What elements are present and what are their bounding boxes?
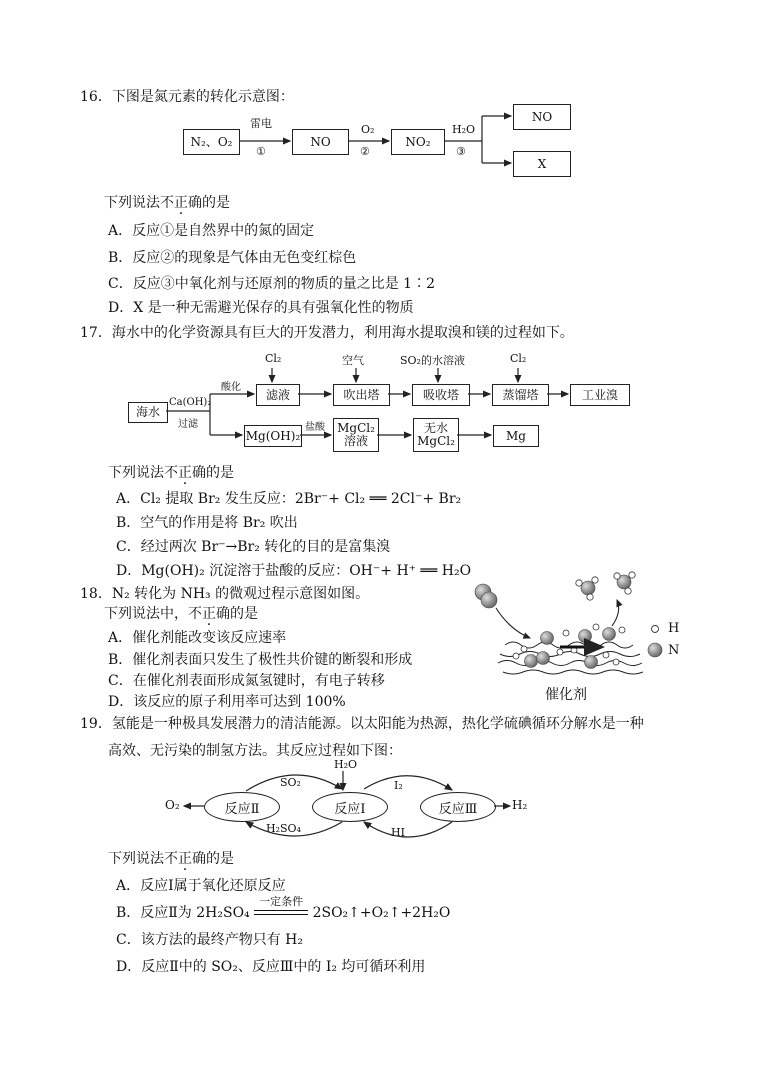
q19-option-b <box>116 895 451 922</box>
q17-box-absorb: 吸收塔 <box>412 384 470 406</box>
prompt-emphasis: 不正确 <box>164 465 206 481</box>
prompt-pre: 下列说法中， <box>104 606 188 622</box>
q16-option-d: D．X 是一种无需避光保存的具有强氧化性的物质 <box>108 300 414 316</box>
q16-option-b: B．反应②的现象是气体由无色变红棕色 <box>108 250 357 266</box>
q19-i2: I₂ <box>394 779 403 792</box>
q19-stem-line1: 19．氢能是一种极具发展潜力的清洁能源。以太阳能为热源，热化学硫碘循环分解水是一种 <box>80 716 644 732</box>
q16-stem: 16．下图是氮元素的转化示意图： <box>80 89 294 105</box>
q17-box-mgoh2: Mg(OH)₂ <box>244 425 302 447</box>
q17-hcl-label: 盐酸 <box>305 422 325 433</box>
q19-reaction-3: 反应Ⅲ <box>420 792 496 822</box>
q16-step1-label: 雷电 <box>250 117 272 130</box>
q17-acid-label: 酸化 <box>221 382 241 393</box>
prompt-emphasis: 不正确 <box>164 851 206 867</box>
q18-option-c: C．在催化剂表面形成氮氢键时，有电子转移 <box>108 673 385 689</box>
q17-input-air: 空气 <box>342 354 364 367</box>
option-b-rhs: 2SO₂↑+O₂↑+2H₂O <box>312 905 451 921</box>
q17-box-distill: 蒸馏塔 <box>492 384 549 406</box>
q18-catalyst-label: 催化剂 <box>545 687 587 703</box>
q19-option-a: A．反应Ⅰ属于氧化还原反应 <box>116 878 286 894</box>
q16-option-c: C．反应③中氧化剂与还原剂的物质的量之比是 1∶2 <box>108 276 435 292</box>
q17-input-cl2-a: Cl₂ <box>265 352 282 365</box>
q16-step2-label: O₂ <box>361 123 375 136</box>
q16-step2-num: ② <box>360 145 370 158</box>
q17-box-bromine: 工业溴 <box>570 384 630 406</box>
prompt-pre: 下列说法 <box>108 851 164 867</box>
q16-step3-label: H₂O <box>452 123 476 136</box>
q19-reaction-2: 反应Ⅱ <box>204 792 280 822</box>
q19-option-c: C．该方法的最终产物只有 H₂ <box>116 932 303 948</box>
q16-box-no2: NO₂ <box>391 129 445 155</box>
q17-option-b: B．空气的作用是将 Br₂ 吹出 <box>116 515 298 531</box>
q18-stem: 18．N₂ 转化为 NH₃ 的微观过程示意图如图。 <box>80 586 370 602</box>
q19-o2: O₂ <box>165 798 180 812</box>
q18-legend-n: N <box>668 643 680 658</box>
q16-box-no: NO <box>292 129 349 155</box>
option-b-condition-arrow <box>254 895 308 920</box>
q16-box-out-x: X <box>513 151 571 177</box>
prompt-pre: 下列说法 <box>104 195 160 211</box>
q17-box-filtrate: 滤液 <box>256 384 300 406</box>
option-b-eq-line2 <box>254 914 308 915</box>
q17-input-cl2-b: Cl₂ <box>510 352 527 365</box>
q18-option-b: B．催化剂表面只发生了极性共价键的断裂和形成 <box>108 652 413 668</box>
q19-so2: SO₂ <box>280 776 301 789</box>
q18-option-d: D．该反应的原子利用率可达到 100% <box>108 694 346 710</box>
option-b-lhs: B．反应Ⅱ为 2H₂SO₄ <box>116 905 250 921</box>
prompt-post: 的是 <box>230 606 258 622</box>
q17-box-mg: Mg <box>493 425 539 447</box>
q16-box-start: N₂、O₂ <box>183 129 240 155</box>
prompt-emphasis: 不正确 <box>188 606 230 622</box>
mgcl2-sol-line2: 溶液 <box>343 434 368 448</box>
q19-h2so4: H₂SO₄ <box>266 822 301 835</box>
option-b-eq-line1 <box>254 910 308 911</box>
q18-option-a: A．催化剂能改变该反应速率 <box>108 630 287 646</box>
prompt-pre: 下列说法 <box>108 465 164 481</box>
prompt-post: 的是 <box>206 465 234 481</box>
option-b-condition: 一定条件 <box>259 895 304 908</box>
q16-box-out-no: NO <box>513 104 571 130</box>
q17-split-top: Ca(OH)₂ <box>169 397 212 408</box>
prompt-post: 的是 <box>202 195 230 211</box>
q19-stem-line2: 高效、无污染的制氢方法。其反应过程如下图： <box>108 743 402 759</box>
anhydrous-line1: 无水 <box>423 421 448 435</box>
q16-step1-num: ① <box>256 145 266 158</box>
q17-option-d: D．Mg(OH)₂ 沉淀溶于盐酸的反应：OH⁻+ H⁺ ══ H₂O <box>116 563 472 579</box>
prompt-emphasis: 不正确 <box>160 195 202 211</box>
prompt-post: 的是 <box>206 851 234 867</box>
q18-legend-h: H <box>668 621 680 636</box>
q17-stem: 17．海水中的化学资源具有巨大的开发潜力，利用海水提取溴和镁的过程如下。 <box>80 325 574 341</box>
q19-option-d: D．反应Ⅱ中的 SO₂、反应Ⅲ中的 I₂ 均可循环利用 <box>116 959 426 975</box>
q19-reaction-1: 反应Ⅰ <box>312 792 388 822</box>
q16-step3-num: ③ <box>456 145 466 158</box>
q19-h2o: H₂O <box>334 758 358 771</box>
anhydrous-line2: MgCl₂ <box>417 434 455 448</box>
q17-split-bottom: 过滤 <box>178 419 198 430</box>
q17-box-blow: 吹出塔 <box>333 384 390 406</box>
q16-option-a: A．反应①是自然界中的氮的固定 <box>108 223 315 239</box>
mgcl2-sol-line1: MgCl₂ <box>337 421 375 435</box>
q17-option-c: C．经过两次 Br⁻→Br₂ 转化的目的是富集溴 <box>116 539 391 555</box>
q19-h2: H₂ <box>512 798 528 812</box>
q17-input-so2: SO₂的水溶液 <box>400 354 465 367</box>
q19-prompt <box>108 848 234 868</box>
q17-option-a: A．Cl₂ 提取 Br₂ 发生反应：2Br⁻+ Cl₂ ══ 2Cl⁻+ Br₂ <box>116 491 462 507</box>
q17-box-seawater: 海水 <box>128 402 168 423</box>
q19-hi: HI <box>391 826 405 839</box>
